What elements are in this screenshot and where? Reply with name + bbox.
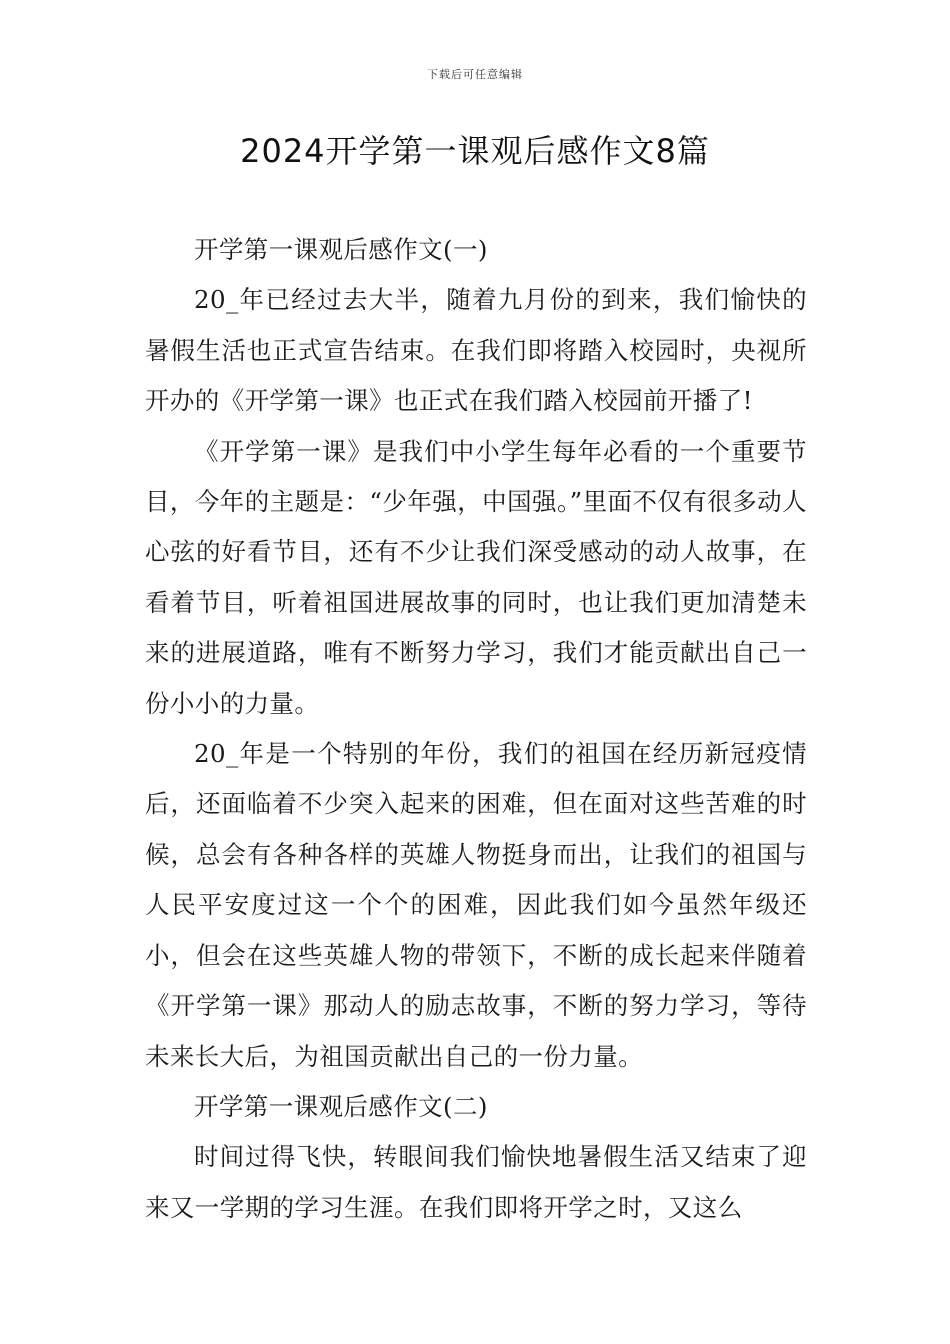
paragraph: 时间过得飞快，转眼间我们愉快地暑假生活又结束了迎来又一学期的学习生涯。在我们即将开学之时，又这么 [145, 1142, 807, 1222]
paragraph: 20_年已经过去大半，随着九月份的到来，我们愉快的暑假生活也正式宣告结束。在我们即将踏入校园时，央视所开办的《开学第一课》也正式在我们踏入校园前开播了! [145, 285, 807, 416]
document-title: 2024开学第一课观后感作文8篇 [240, 132, 710, 170]
header-note: 下载后可任意编辑 [427, 68, 523, 81]
section-heading-1: 开学第一课观后感作文(一) [194, 235, 488, 264]
section-heading-2: 开学第一课观后感作文(二) [194, 1091, 488, 1121]
document-body [145, 225, 807, 1233]
paragraph: 《开学第一课》是我们中小学生每年必看的一个重要节目，今年的主题是：“少年强，中国强。”里面不仅有很多动人心弦的好看节目，还有不少让我们深受感动的动人故事，在看着节目，听着祖国进展故事的同时，也让我们更加清楚未来的进展道路，唯有不断努力学习，我们才能贡献出自己一份小小的力量。 [145, 436, 807, 718]
paragraph: 20_年是一个特别的年份，我们的祖国在经历新冠疫情后，还面临着不少突入起来的困难，但在面对这些苦难的时候，总会有各种各样的英雄人物挺身而出，让我们的祖国与人民平安度过这一个个的困难，因此我们如今虽然年级还小，但会在这些英雄人物的带领下，不断的成长起来伴随着《开学第一课》那动人的励志故事，不断的努力学习，等待未来长大后，为祖国贡献出自己的一份力量。 [145, 739, 807, 1071]
